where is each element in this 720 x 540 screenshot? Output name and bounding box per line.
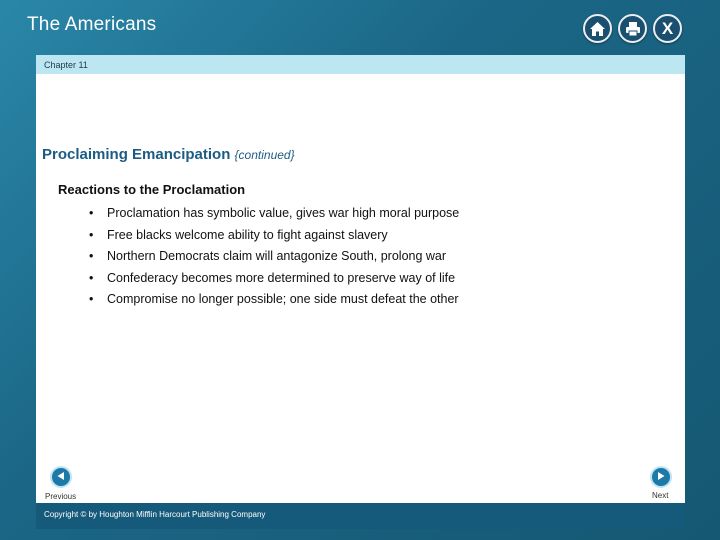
list-item bbox=[89, 270, 459, 292]
chapter-bar bbox=[36, 55, 685, 74]
next-button[interactable] bbox=[650, 466, 672, 488]
bullet-icon: • bbox=[89, 270, 94, 285]
list-item bbox=[89, 205, 459, 227]
bullet-text: Free blacks welcome ability to fight against slavery bbox=[107, 227, 388, 242]
home-icon bbox=[589, 21, 606, 37]
chapter-label: Chapter 11 bbox=[44, 60, 88, 70]
bullet-text: Compromise no longer possible; one side must defeat the other bbox=[107, 292, 459, 306]
next-label[interactable]: Next bbox=[652, 491, 669, 500]
list-item bbox=[89, 248, 459, 270]
list-item bbox=[89, 227, 459, 249]
triangle-left-icon bbox=[56, 468, 66, 486]
bullet-icon: • bbox=[89, 292, 94, 306]
slide-title bbox=[42, 146, 295, 163]
bullet-text: Northern Democrats claim will antagonize South, prolong war bbox=[107, 249, 447, 263]
print-button[interactable] bbox=[618, 14, 647, 43]
triangle-right-icon bbox=[656, 468, 666, 486]
print-icon bbox=[625, 21, 641, 37]
section-heading: Reactions to the Proclamation bbox=[58, 182, 246, 197]
slide-title-text: Proclaiming Emancipation bbox=[42, 146, 231, 163]
copyright-text: Copyright © by Houghton Mifflin Harcourt Publishing Company bbox=[44, 510, 266, 519]
previous-button[interactable] bbox=[50, 466, 72, 488]
bullet-icon: • bbox=[89, 249, 94, 263]
bullet-text: Confederacy becomes more determined to preserve way of life bbox=[107, 270, 456, 285]
bullet-icon: • bbox=[89, 227, 94, 242]
close-button[interactable] bbox=[653, 14, 682, 43]
home-button[interactable] bbox=[583, 14, 612, 43]
previous-label[interactable]: Previous bbox=[45, 492, 77, 501]
bullet-list bbox=[89, 205, 459, 313]
top-toolbar bbox=[583, 14, 682, 43]
slide-content bbox=[36, 74, 685, 503]
bullet-text: Proclamation has symbolic value, gives war high moral purpose bbox=[107, 206, 460, 220]
close-icon: X bbox=[661, 19, 674, 38]
app-title: The Americans bbox=[27, 14, 157, 35]
footer bbox=[36, 503, 685, 529]
slide-title-suffix: {continued} bbox=[234, 148, 295, 162]
list-item bbox=[89, 291, 459, 313]
bullet-icon: • bbox=[89, 206, 94, 220]
